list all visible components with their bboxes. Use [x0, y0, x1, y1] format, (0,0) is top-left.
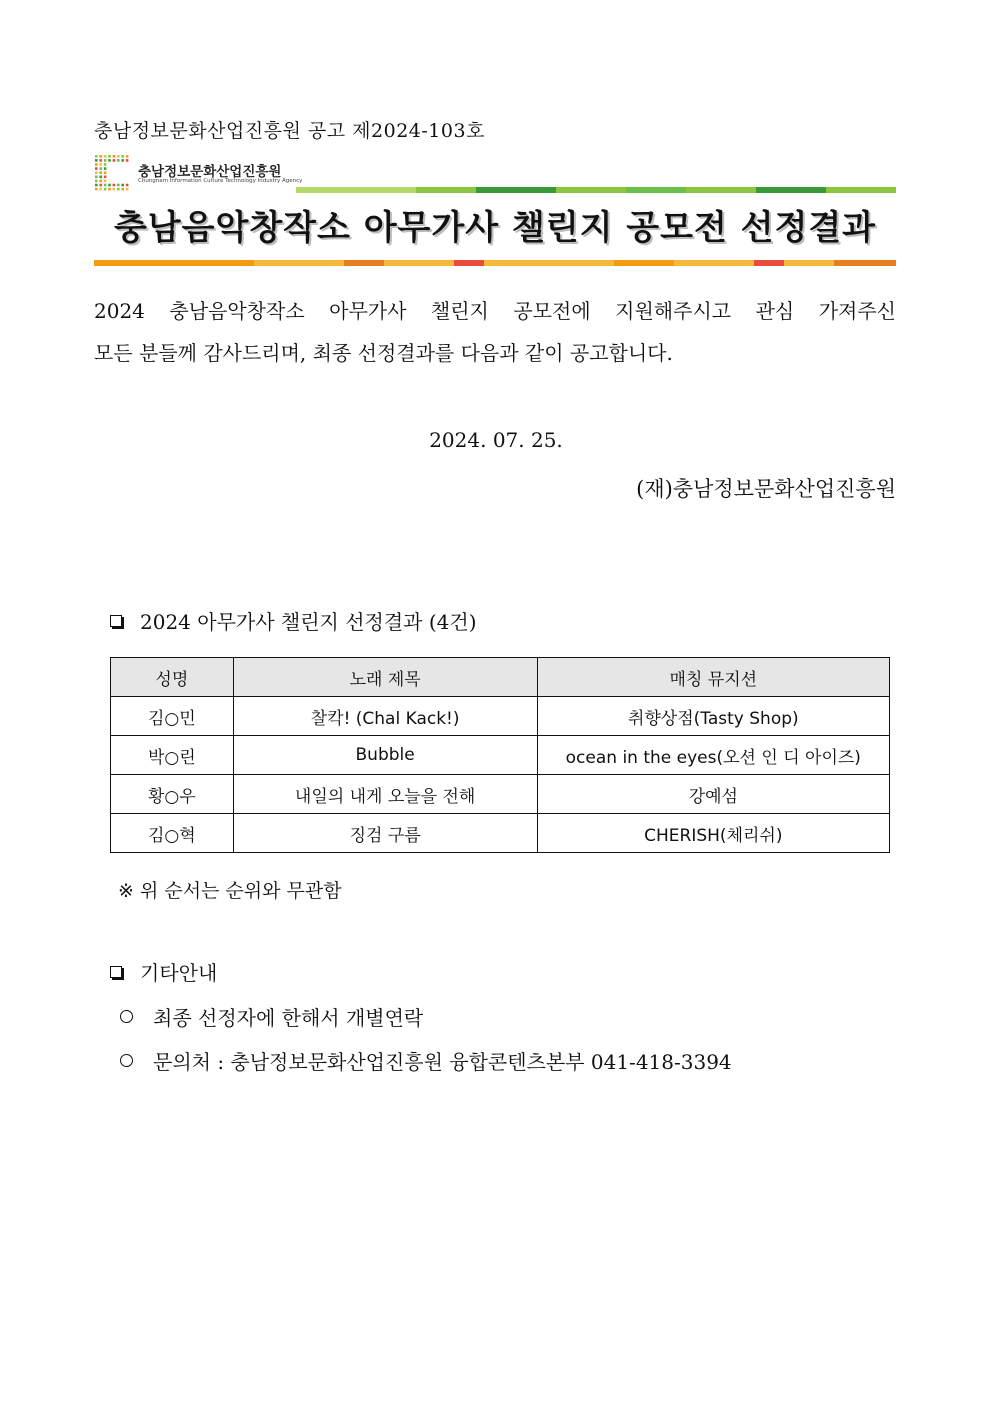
logo-dot [121, 155, 124, 158]
logo-name-en: Chungnam Information Culture Technology Industry Agency [138, 178, 303, 184]
cell-song: 징검 구름 [233, 814, 537, 853]
logo-dot [99, 167, 102, 170]
logo-dot [104, 159, 107, 162]
intro-paragraph [94, 290, 896, 374]
logo-dot [104, 163, 107, 166]
organization-name: (재)충남정보문화산업진흥원 [636, 477, 896, 501]
logo-dot [108, 184, 111, 187]
notice-number: 충남정보문화산업진흥원 공고 제2024-103호 [94, 120, 485, 142]
cell-song: 찰칵! (Chal Kack!) [233, 697, 537, 736]
logo-dot [99, 188, 102, 191]
logo-dot [104, 180, 107, 183]
cell-musician: 취향상점(Tasty Shop) [537, 697, 889, 736]
cell-name: 황○우 [111, 775, 234, 814]
cell-song: 내일의 내게 오늘을 전해 [233, 775, 537, 814]
logo-dot [95, 171, 98, 174]
info-item [120, 1046, 732, 1075]
logo-dot [121, 188, 124, 191]
logo-dot [95, 180, 98, 183]
cell-name: 김○민 [111, 697, 234, 736]
announcement-date: 2024. 07. 25. [429, 428, 563, 452]
logo-dot [99, 180, 102, 183]
logo-dot [113, 184, 116, 187]
logo-dot [99, 184, 102, 187]
results-table [110, 657, 890, 853]
info-item-text: 문의처 : 충남정보문화산업진흥원 융합콘텐츠본부 041-418-3394 [153, 1050, 732, 1074]
intro-line-2: 모든 분들께 감사드리며, 최종 선정결과를 다음과 같이 공고합니다. [94, 341, 673, 365]
logo-dot [117, 184, 120, 187]
logo-dot [95, 159, 98, 162]
logo-name-ko: 충남정보문화산업진흥원 [138, 164, 282, 180]
table-row [111, 775, 890, 814]
logo-dot [113, 188, 116, 191]
circle-bullet-icon [120, 1010, 133, 1023]
logo-dot [113, 159, 116, 162]
logo-dot [121, 184, 124, 187]
logo-dot [95, 155, 98, 158]
circle-bullet-icon [120, 1054, 133, 1067]
logo-dot [95, 163, 98, 166]
other-section-heading [110, 957, 217, 986]
logo-dot [104, 167, 107, 170]
header-decor-bar-top [296, 187, 896, 193]
logo-dot [104, 171, 107, 174]
cell-song: Bubble [233, 736, 537, 775]
logo-dot [99, 171, 102, 174]
square-bullet-icon [110, 966, 122, 978]
logo-dot [104, 188, 107, 191]
cell-musician: CHERISH(체리쉬) [537, 814, 889, 853]
logo-dot [99, 159, 102, 162]
logo-dot [95, 176, 98, 179]
logo-dot [121, 159, 124, 162]
logo-mark-icon [94, 154, 130, 192]
logo-dot [104, 155, 107, 158]
header-decor-bar-bottom [94, 260, 896, 266]
logo-dot [95, 167, 98, 170]
results-heading-text: 2024 아무가사 챌린지 선정결과 (4건) [140, 610, 477, 634]
logo-dot [126, 155, 129, 158]
logo-dot [99, 176, 102, 179]
cell-name: 박○린 [111, 736, 234, 775]
logo-dot [95, 188, 98, 191]
logo-dot [117, 155, 120, 158]
logo-dot [99, 163, 102, 166]
logo-dot [95, 184, 98, 187]
cell-musician: ocean in the eyes(오션 인 디 아이즈) [537, 736, 889, 775]
cell-musician: 강예섬 [537, 775, 889, 814]
results-section-heading [110, 606, 477, 635]
logo-dot [126, 159, 129, 162]
logo-dot [108, 155, 111, 158]
logo-dot [126, 184, 129, 187]
logo-dot [104, 184, 107, 187]
cell-name: 김○혁 [111, 814, 234, 853]
logo-dot [113, 155, 116, 158]
agency-logo [94, 154, 303, 194]
intro-line-1: 2024 충남음악창작소 아무가사 챌린지 공모전에 지원해주시고 관심 가져주신 [94, 299, 896, 323]
table-header-row [111, 658, 890, 697]
info-item [120, 1002, 423, 1031]
table-row [111, 814, 890, 853]
logo-dot [117, 188, 120, 191]
column-header-name: 성명 [111, 658, 234, 697]
column-header-song: 노래 제목 [233, 658, 537, 697]
table-row [111, 736, 890, 775]
logo-dot [126, 188, 129, 191]
info-item-text: 최종 선정자에 한해서 개별연락 [153, 1006, 424, 1030]
page-title: 충남음악창작소 아무가사 챌린지 공모전 선정결과 [113, 208, 877, 248]
order-note: ※ 위 순서는 순위와 무관함 [118, 880, 342, 902]
logo-dot [99, 155, 102, 158]
other-heading-text: 기타안내 [140, 961, 218, 985]
logo-dot [117, 159, 120, 162]
logo-dot [104, 176, 107, 179]
table-row [111, 697, 890, 736]
column-header-musician: 매칭 뮤지션 [537, 658, 889, 697]
logo-dot [108, 188, 111, 191]
square-bullet-icon [110, 615, 122, 627]
logo-dot [108, 159, 111, 162]
